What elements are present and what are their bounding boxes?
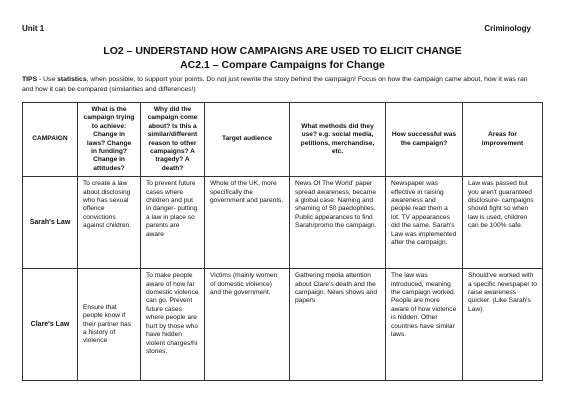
column-header-methods: What methods did they use? e.g. social media, petitions, merchandise, etc. (290, 103, 386, 177)
improvement-cell: Law was passed but you aren't guaranteed disclosure- campaigns should fight so when law is used, children can be 100% safe. (463, 177, 543, 269)
improvement-cell: Should've worked with a specific newspaper to raise awareness quicker. (Like Sarah's Law). (463, 269, 543, 381)
why-cell: To prevent future cases where children and put in danger- putting a law in place so parents are aware (141, 177, 205, 269)
column-header-why: Why did the campaign come about? Is this a similar/different reason to other campaigns? A tragedy? A death? (141, 103, 205, 177)
column-header-audience: Target audience (205, 103, 290, 177)
audience-cell: Whole of the UK, more specifically the government and parents. (205, 177, 290, 269)
achieve-cell: To create a law about disclosing who has sexual offence convictions against children. (78, 177, 141, 269)
campaign-name: Sarah's Law (23, 177, 78, 269)
assessment-criteria-title: AC2.1 – Compare Campaigns for Change (180, 59, 385, 71)
tips-emphasis: statistics (57, 76, 87, 83)
tips-prefix: - Use (37, 76, 58, 83)
subject-label: Criminology (484, 24, 531, 33)
page-header (22, 24, 531, 33)
unit-label: Unit 1 (22, 24, 45, 33)
table-row (23, 177, 543, 269)
column-header-success: How successful was the campaign? (386, 103, 463, 177)
table-row (23, 269, 543, 381)
title-block (0, 44, 565, 72)
learning-outcome-title: LO2 – UNDERSTAND HOW CAMPAIGNS ARE USED TO ELICIT CHANGE (103, 45, 462, 57)
tips-paragraph (22, 75, 539, 94)
tips-label: TIPS (22, 76, 38, 83)
success-cell: Newspaper was effective in raising awareness and people read them a lot. TV appearances did the same. Sarah's Law was implemented after the campaign. (386, 177, 463, 269)
audience-cell: Victims (mainly women of domestic violence) and the government. (205, 269, 290, 381)
column-header-achieve: What is the campaign trying to achieve: Change in laws? Change in funding? Change in attitudes? (78, 103, 141, 177)
success-cell: The law was introduced, meaning the campaign worked. People are more aware of how violence is hidden. Other countries have similar laws. (386, 269, 463, 381)
table-header-row (23, 103, 543, 177)
campaign-comparison-table (22, 102, 543, 381)
achieve-cell: Ensure that people know if their partner has a history of violence (78, 269, 141, 381)
campaign-name: Clare's Law (23, 269, 78, 381)
why-cell: To make people aware of how far domestic violence can go. Prevent future cases where people are hurt by those who have hidden violent charges/hi stories. (141, 269, 205, 381)
methods-cell: Gathering media attention about Clare's death and the campaign. News shows and papers (290, 269, 386, 381)
column-header-improvement: Areas for improvement (463, 103, 543, 177)
column-header-campaign: CAMPAIGN (23, 103, 78, 177)
methods-cell: News Of The World' paper spread awareness, became a global case. Naming and shaming of 50 paedophiles. Public appearances to find Sarah/promo the campaign. (290, 177, 386, 269)
tips-text: , when possible, to support your points. Do not just rewrite the story behind the campaign! Focus on how the campaign came about, how it was ran and how it can be compared (similarities and differences!) (22, 76, 528, 93)
